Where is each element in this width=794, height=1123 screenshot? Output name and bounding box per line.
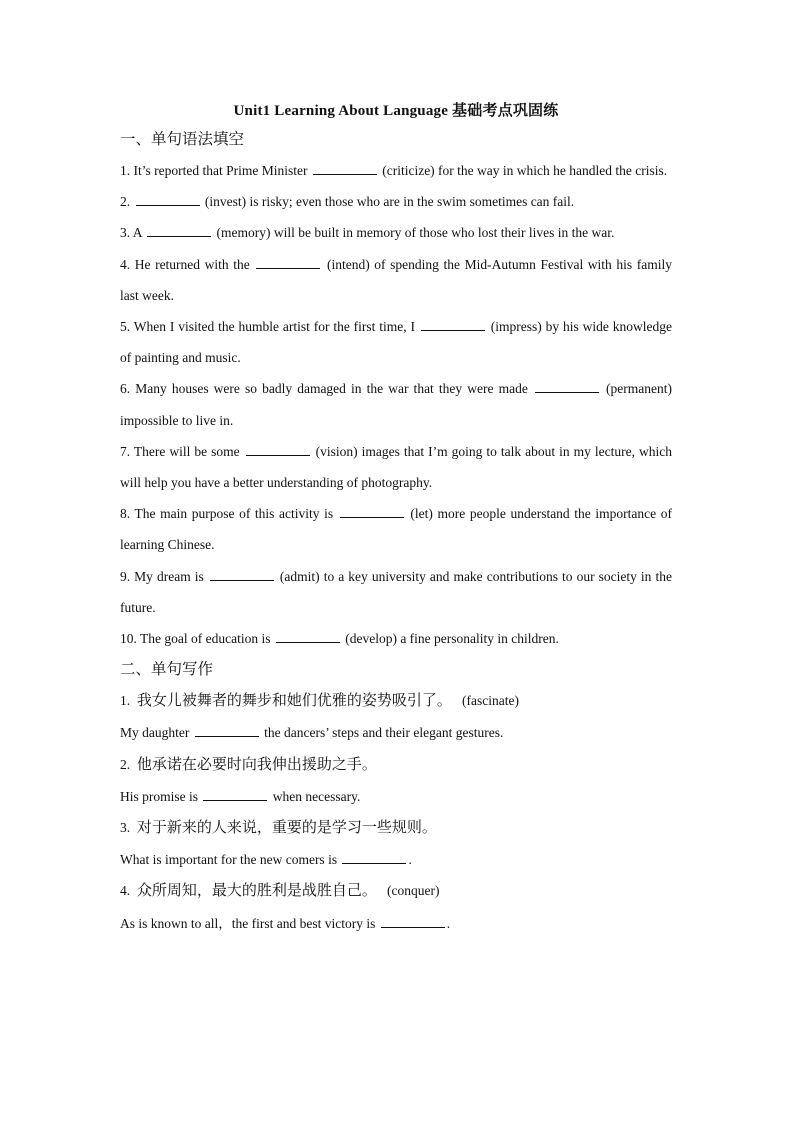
writing-prompt [120,812,672,844]
question-text: 8. The main purpose of this activity is [120,506,338,522]
question-text: (criticize) for the way in which he handled the crisis. [378,163,668,178]
answer-blank[interactable] [313,161,377,175]
question-text: (let) more people understand the importance of learning Chinese. [120,506,672,553]
question-text: (invest) is risky; even those who are in the swim sometimes can fail. [201,194,575,210]
question-text: 6. Many houses were so badly damaged in the war that they were made [120,381,533,397]
prompt-chinese: 对于新来的人来说，重要的是学习一些规则。 [136,820,437,837]
question-text: (impress) by his wide knowledge of painting and music. [120,319,673,366]
answer-text: . [408,852,412,868]
answer-blank[interactable] [342,850,406,864]
writing-answer [120,908,672,939]
question-item [120,249,672,311]
question-text: 10. The goal of education is [120,631,274,647]
prompt-chinese: 众所周知，最大的胜利是战胜自己。 [136,883,377,900]
grammar-question-list [120,155,672,654]
writing-prompt [120,875,672,907]
question-item [120,561,672,623]
writing-answer [120,717,672,748]
answer-text: . [446,915,451,931]
question-item [120,311,672,373]
writing-answer [120,781,672,812]
answer-blank[interactable] [147,223,211,237]
question-item [120,436,672,498]
question-text: 4. He returned with the [120,256,255,272]
answer-blank[interactable] [203,787,267,801]
answer-blank[interactable] [381,914,445,928]
question-text: (permanent) impossible to live in. [120,381,672,428]
answer-blank[interactable] [195,723,259,737]
question-text: 9. My dream is [120,568,208,584]
prompt-number: 2. [120,756,131,772]
writing-answer [120,844,672,875]
page-title: Unit1 Learning About Language 基础考点巩固练 [233,103,559,119]
writing-prompt [120,685,672,717]
answer-blank[interactable] [246,442,310,456]
question-text: 3. A [120,225,146,241]
question-item [120,623,672,654]
answer-text: My daughter [120,725,193,741]
prompt-number: 4. [120,883,131,899]
answer-blank[interactable] [210,567,274,581]
question-item [120,217,672,248]
worksheet-page [120,100,672,939]
question-text: (vision) images that I’m going to talk about in my lecture, which will help you have a better understanding of photography. [120,443,672,491]
question-text: 2. [120,194,134,210]
question-text: (admit) to a key university and make contributions to our society in the future. [120,568,672,615]
question-text: 1. It’s reported that Prime Minister [120,163,311,178]
writing-question-list [120,685,672,939]
question-item [120,186,672,217]
answer-blank[interactable] [421,317,485,331]
question-item [120,373,672,435]
prompt-chinese: 我女儿被舞者的舞步和她们优雅的姿势吸引了。 [136,693,452,710]
prompt-hint: (conquer) [387,883,440,899]
answer-text: His promise is [120,788,202,804]
question-item [120,498,672,560]
answer-blank[interactable] [256,255,320,269]
prompt-number: 3. [120,820,131,836]
prompt-number: 1. [120,693,131,709]
question-text: (intend) of spending the Mid-Autumn Festival with his family last week. [120,256,672,303]
answer-blank[interactable] [136,192,200,206]
answer-blank[interactable] [276,629,340,643]
answer-text: when necessary. [269,788,361,804]
question-text: (memory) will be built in memory of those who lost their lives in the war. [213,225,615,241]
question-item [120,155,672,186]
answer-blank[interactable] [535,379,599,393]
answer-text: What is important for the new comers is [120,852,341,868]
question-text: 5. When I visited the humble artist for the first time, I [120,319,419,335]
writing-prompt [120,749,672,781]
section-heading-grammar: 一、单句语法填空 [120,131,245,148]
question-text: 7. There will be some [120,443,244,459]
prompt-chinese: 他承诺在必要时向我伸出援助之手。 [136,756,377,773]
section-heading-writing: 二、单句写作 [120,661,214,679]
answer-text: the dancers’ steps and their elegant gestures. [260,725,504,741]
answer-text: As is known to all，the first and best victory is [120,915,379,931]
prompt-hint: (fascinate) [462,693,519,709]
answer-blank[interactable] [340,504,404,518]
question-text: (develop) a fine personality in children. [341,631,559,647]
